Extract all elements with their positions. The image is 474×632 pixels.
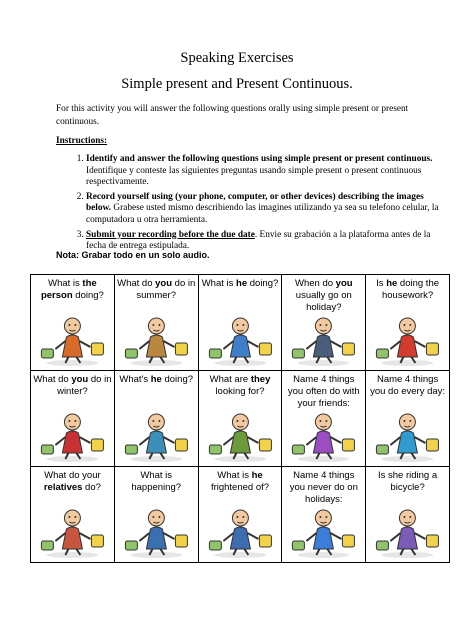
question-text: looking for?	[215, 386, 265, 397]
friends-group-icon	[286, 409, 361, 463]
question-keyword: he	[236, 278, 248, 289]
exercise-card	[198, 275, 282, 371]
intro-paragraph: For this activity you will answer the following questions orally using simple present or present continuous.	[56, 104, 409, 127]
scooter-rider-icon	[370, 505, 445, 559]
question-text: What is	[201, 278, 237, 289]
question-keyword: he	[251, 470, 263, 481]
question-text: do in winter?	[57, 374, 112, 397]
exercise-card	[31, 275, 115, 371]
exercise-question	[282, 371, 365, 410]
question-text: doing?	[161, 374, 194, 385]
exercise-card	[366, 275, 450, 371]
question-keyword: you	[71, 374, 89, 385]
lost-hikers-icon	[203, 409, 278, 463]
exercise-question	[31, 275, 114, 302]
exercise-question	[366, 371, 449, 398]
instruction-item	[86, 192, 446, 227]
camping-trailer-icon	[119, 313, 194, 367]
question-text: do?	[82, 482, 101, 493]
scared-computer-icon	[203, 505, 278, 559]
exercise-card	[31, 371, 115, 467]
question-text: do in summer?	[136, 278, 196, 301]
grandma-icon	[35, 505, 110, 559]
question-text: What is	[217, 470, 252, 481]
question-keyword: the person	[40, 278, 97, 301]
note-text: Nota: Grabar todo en un solo audio.	[56, 250, 210, 260]
exercise-card	[31, 467, 115, 563]
thinking-man-icon	[119, 505, 194, 559]
hammock-icon	[119, 409, 194, 463]
question-keyword: they	[250, 374, 271, 385]
question-keyword: you	[155, 278, 173, 289]
grid-row	[31, 371, 450, 467]
question-text: What are	[209, 374, 251, 385]
exercise-question	[31, 467, 114, 494]
question-keyword: he	[150, 374, 162, 385]
exercise-card	[198, 467, 282, 563]
question-text: Is	[376, 278, 387, 289]
question-text: What is happening?	[131, 470, 182, 493]
exercise-card	[114, 467, 198, 563]
question-text: What do	[117, 278, 156, 289]
instruction-text: Identifique y conteste las siguientes preguntas usando simple present o present continuous respectivamente.	[86, 165, 422, 188]
instructions-list	[56, 154, 446, 256]
running-man-icon	[203, 313, 278, 367]
exercise-question	[282, 275, 365, 314]
question-text: doing the housework?	[381, 278, 440, 301]
question-text: When do	[295, 278, 336, 289]
exercise-card	[366, 467, 450, 563]
exercise-question	[199, 275, 282, 290]
exercise-question	[282, 467, 365, 506]
page-subtitle: Simple present and Present Continuous.	[121, 76, 353, 92]
exercise-question	[31, 371, 114, 398]
question-text: frightened of?	[210, 482, 270, 493]
question-text: What do	[33, 374, 72, 385]
exercise-card	[366, 371, 450, 467]
question-text: doing?	[247, 278, 279, 289]
question-text: Is she riding a bicycle?	[378, 470, 438, 493]
exercise-question	[199, 467, 282, 494]
exercise-card	[114, 275, 198, 371]
exercise-question	[366, 275, 449, 302]
exercise-grid	[30, 274, 450, 563]
swimmer-icon	[286, 505, 361, 559]
instruction-bold: Identify and answer the following questions using simple present or present continuous.	[86, 154, 433, 164]
question-text: Name 4 things you do every day:	[370, 374, 446, 397]
grid-row	[31, 275, 450, 371]
question-keyword: you	[335, 278, 353, 289]
exercise-card	[282, 275, 366, 371]
instruction-item	[86, 154, 446, 189]
sledding-icon	[35, 409, 110, 463]
question-text: Name 4 things you often do with your friends:	[287, 374, 360, 409]
exercise-card	[282, 371, 366, 467]
question-text: What is	[48, 278, 83, 289]
travel-suitcase-icon	[286, 313, 361, 367]
question-text: doing?	[72, 290, 104, 301]
exercise-question	[115, 467, 198, 494]
exercise-card	[198, 371, 282, 467]
housework-cart-icon	[370, 313, 445, 367]
exercise-question	[115, 275, 198, 302]
exercise-question	[115, 371, 198, 386]
question-text: usually go on holiday?	[295, 290, 352, 313]
question-text: What do your	[44, 470, 101, 481]
exercise-question	[199, 371, 282, 398]
question-keyword: relatives	[43, 482, 83, 493]
question-text: Name 4 things you never do on holidays:	[289, 470, 358, 505]
instructions-heading: Instructions:	[56, 136, 108, 146]
page-title: Speaking Exercises	[180, 50, 294, 66]
instruction-text: . Envie su grabación a la plataforma antes de la fecha de entrega estipulada.	[86, 229, 431, 252]
instruction-bold: Record yourself using (your phone, computer, or other devices) describing the images below.	[86, 191, 424, 214]
shower-icon	[370, 409, 445, 463]
exercise-card	[114, 371, 198, 467]
dog-walker-icon	[35, 313, 110, 367]
question-keyword: he	[386, 278, 398, 289]
exercise-card	[282, 467, 366, 563]
question-text: What's	[119, 374, 151, 385]
instruction-bold: Submit your recording before the due date	[86, 229, 255, 240]
grid-row	[31, 467, 450, 563]
instruction-text: Grabese usted mismo describiendo las imagines utilizando ya sea su telefono celular, la computadora u otra herramienta.	[86, 203, 439, 225]
exercise-question	[366, 467, 449, 494]
